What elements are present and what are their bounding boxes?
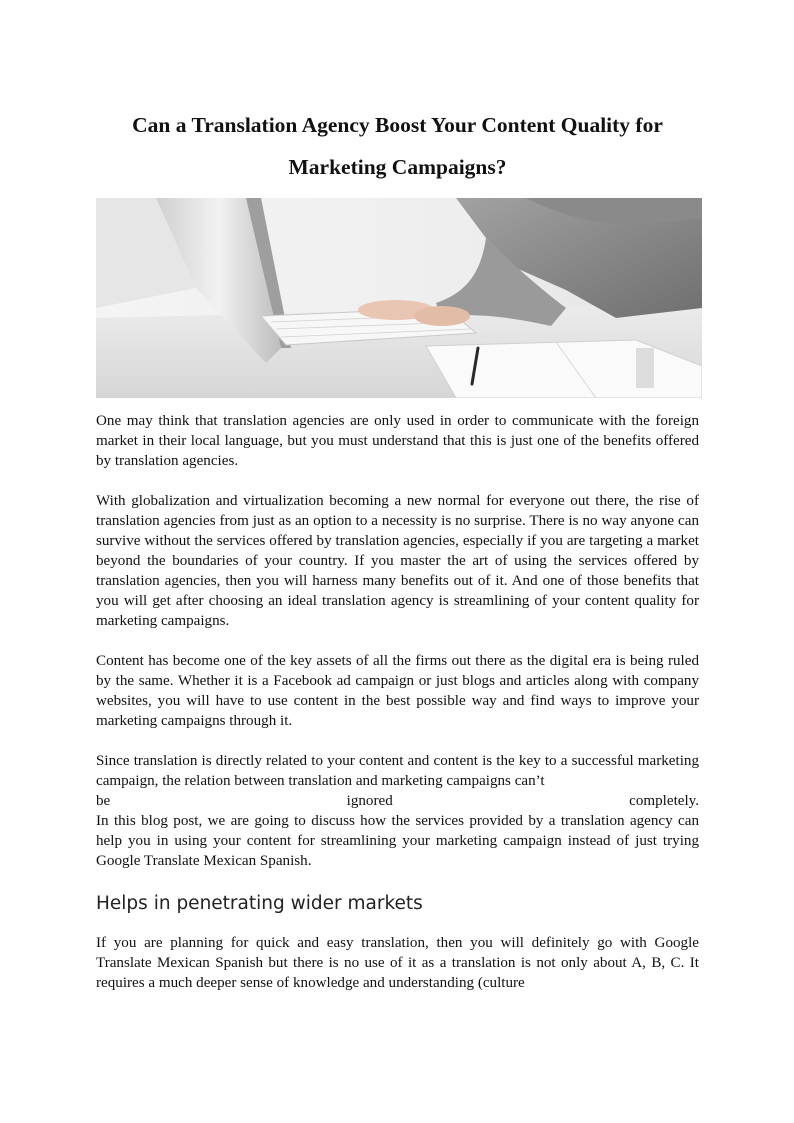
paragraph-4-word-completely: completely. [629, 793, 699, 809]
section-heading: Helps in penetrating wider markets [96, 893, 423, 914]
paragraph-1: One may think that translation agencies are only used in order to communicate with the foreign market in their local language, but you must understand that this is just one of the benefits offered by translation agencies. [96, 413, 699, 469]
paragraph-3: Content has become one of the key assets of all the firms out there as the digital era is being ruled by the same. Whether it is a Facebook ad campaign or just blogs and articles along with company websites, you will have to use content in the best possible way and find ways to improve your marketing campaigns through it. [96, 653, 699, 729]
paragraph-2: With globalization and virtualization becoming a new normal for everyone out there, the rise of translation agencies from just as an option to a necessity is no surprise. There is no way anyone can survive without the services offered by translation agencies, especially if you are targeting a market beyond the boundaries of your country. If you master the art of using the services offered by translation agencies, then you will harness many benefits out of it. And one of those benefits that you will get after choosing an ideal translation agency is streamlining of your content quality for marketing campaigns. [96, 493, 699, 629]
article-title-line-2: Marketing Campaigns? [288, 155, 507, 179]
hero-image-woman-typing [96, 198, 702, 398]
article-title-line-1: Can a Translation Agency Boost Your Content Quality for [132, 113, 663, 137]
paragraph-4-spread-line [96, 791, 699, 811]
paragraph-4-word-be: be [96, 793, 111, 809]
paragraph-4 [96, 751, 699, 811]
document-page [96, 0, 699, 188]
paragraph-5: In this blog post, we are going to discuss how the services provided by a translation agency can help you in using your content for streamlining your marketing campaign instead of just trying Google Translate Mexican Spanish. [96, 813, 699, 869]
article-title [96, 0, 699, 188]
hero-photo-illustration [96, 198, 702, 398]
paragraph-4-word-ignored: ignored [346, 793, 393, 809]
paragraph-4-text: Since translation is directly related to your content and content is the key to a successful marketing campaign, the relation between translation and marketing campaigns can’t [96, 753, 699, 789]
article-body [96, 411, 699, 1013]
paragraph-6: If you are planning for quick and easy translation, then you will definitely go with Google Translate Mexican Spanish but there is no use of it as a translation is not only about A, B, C. It requires a much deeper sense of knowledge and understanding (culture [96, 935, 699, 991]
